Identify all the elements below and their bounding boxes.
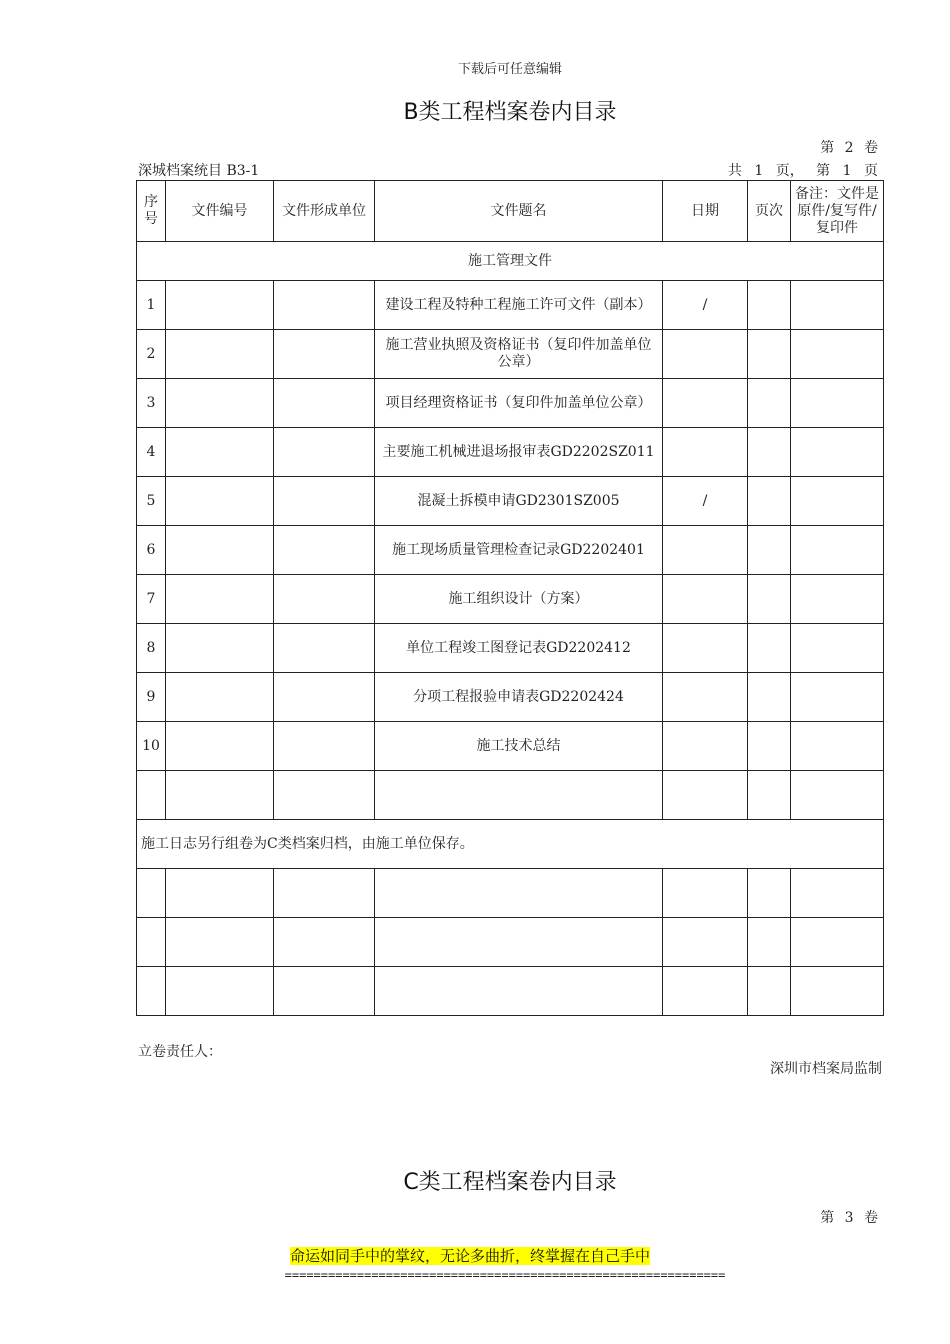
table-row [137,379,884,428]
title-cell [375,771,663,820]
file-no-cell [166,673,274,722]
unit-cell [274,330,375,379]
seq-cell: 1 [137,281,166,330]
empty-row [137,869,884,918]
title-cell [375,918,663,967]
remarks-cell [791,330,884,379]
seq-cell: 3 [137,379,166,428]
date-cell: / [663,477,748,526]
file-no-cell [166,477,274,526]
remarks-cell [791,526,884,575]
archive-note: 施工日志另行组卷为C类档案归档，由施工单位保存。 [137,820,884,869]
remarks-cell [791,771,884,820]
pages-cell [748,918,791,967]
seq-cell: 4 [137,428,166,477]
empty-row [137,771,884,820]
title-cell: 施工现场质量管理检查记录GD2202401 [375,526,663,575]
file-no-cell [166,918,274,967]
unit-cell [274,477,375,526]
seq-cell: 2 [137,330,166,379]
remarks-cell [791,722,884,771]
catalog-table [136,180,884,1016]
file-no-cell [166,575,274,624]
motto-line [0,1245,940,1266]
unit-cell [274,771,375,820]
table-row [137,575,884,624]
date-cell [663,967,748,1016]
file-no-cell [166,869,274,918]
unit-cell [274,526,375,575]
section-b-volume: 第 2 卷 [820,140,878,156]
title-cell: 施工组织设计（方案） [375,575,663,624]
motto-text: 命运如同手中的掌纹，无论多曲折，终掌握在自己手中 [289,1247,650,1265]
section-b-title: B类工程档案卷内目录 [403,100,617,125]
unit-cell [274,869,375,918]
header-date: 日期 [663,181,748,242]
header-seq: 序号 [137,181,166,242]
unit-cell [274,379,375,428]
unit-cell [274,428,375,477]
empty-row [137,918,884,967]
file-no-cell [166,624,274,673]
remarks-cell [791,624,884,673]
pages-cell [748,281,791,330]
remarks-cell [791,967,884,1016]
empty-row [137,967,884,1016]
pages-cell [748,771,791,820]
title-cell: 建设工程及特种工程施工许可文件（副本） [375,281,663,330]
table-row [137,330,884,379]
file-no-cell [166,967,274,1016]
date-cell [663,428,748,477]
category-label: 施工管理文件 [137,242,884,281]
file-no-cell [166,722,274,771]
date-cell [663,330,748,379]
unit-cell [274,281,375,330]
file-no-cell [166,526,274,575]
file-no-cell [166,379,274,428]
date-cell [663,918,748,967]
table-row [137,281,884,330]
header-unit: 文件形成单位 [274,181,375,242]
pages-cell [748,330,791,379]
form-code: 深城档案统目 B3-1 [138,163,260,179]
file-no-cell [166,281,274,330]
header-file-no: 文件编号 [166,181,274,242]
responsible-person-label: 立卷责任人： [138,1044,222,1060]
remarks-cell [791,428,884,477]
title-cell [375,967,663,1016]
file-no-cell [166,771,274,820]
page-info: 共 1 页， 第 1 页 [727,163,878,179]
title-cell: 单位工程竣工图登记表GD2202412 [375,624,663,673]
seq-cell [137,967,166,1016]
unit-cell [274,918,375,967]
seq-cell: 10 [137,722,166,771]
seq-cell: 5 [137,477,166,526]
pages-cell [748,477,791,526]
title-cell [375,869,663,918]
table-row [137,624,884,673]
pages-cell [748,575,791,624]
header-remarks: 备注：文件是原件/复写件/复印件 [791,181,884,242]
date-cell [663,869,748,918]
unit-cell [274,673,375,722]
title-cell: 项目经理资格证书（复印件加盖单位公章） [375,379,663,428]
seq-cell: 9 [137,673,166,722]
remarks-cell [791,379,884,428]
title-cell: 施工技术总结 [375,722,663,771]
section-c-volume: 第 3 卷 [820,1210,878,1226]
date-cell [663,575,748,624]
remarks-cell [791,477,884,526]
note-row [137,820,884,869]
divider-rule: ============================================================= [284,1268,726,1282]
date-cell [663,771,748,820]
date-cell [663,673,748,722]
date-cell [663,526,748,575]
table-body [137,281,884,1016]
file-no-cell [166,330,274,379]
remarks-cell [791,918,884,967]
remarks-cell [791,281,884,330]
title-cell: 施工营业执照及资格证书（复印件加盖单位公章） [375,330,663,379]
title-cell: 分项工程报验申请表GD2202424 [375,673,663,722]
unit-cell [274,575,375,624]
table-row [137,477,884,526]
seq-cell: 6 [137,526,166,575]
file-no-cell [166,428,274,477]
pages-cell [748,428,791,477]
table-row [137,526,884,575]
pages-cell [748,379,791,428]
table-row [137,722,884,771]
title-cell: 主要施工机械进退场报审表GD2202SZ011 [375,428,663,477]
pages-cell [748,869,791,918]
remarks-cell [791,575,884,624]
header-title: 文件题名 [375,181,663,242]
date-cell [663,624,748,673]
remarks-cell [791,673,884,722]
pages-cell [748,722,791,771]
header-pages: 页次 [748,181,791,242]
unit-cell [274,967,375,1016]
table-row [137,673,884,722]
date-cell [663,722,748,771]
date-cell: / [663,281,748,330]
pages-cell [748,967,791,1016]
watermark-text: 下载后可任意编辑 [457,62,562,77]
header-row [137,181,884,242]
seq-cell [137,869,166,918]
unit-cell [274,722,375,771]
section-c-title: C类工程档案卷内目录 [403,1170,617,1195]
pages-cell [748,673,791,722]
title-cell: 混凝土拆模申请GD2301SZ005 [375,477,663,526]
pages-cell [748,624,791,673]
table-row [137,428,884,477]
unit-cell [274,624,375,673]
seq-cell [137,918,166,967]
pages-cell [748,526,791,575]
seq-cell [137,771,166,820]
category-row [137,242,884,281]
supervisor-label: 深圳市档案局监制 [770,1061,882,1077]
seq-cell: 7 [137,575,166,624]
seq-cell: 8 [137,624,166,673]
remarks-cell [791,869,884,918]
date-cell [663,379,748,428]
